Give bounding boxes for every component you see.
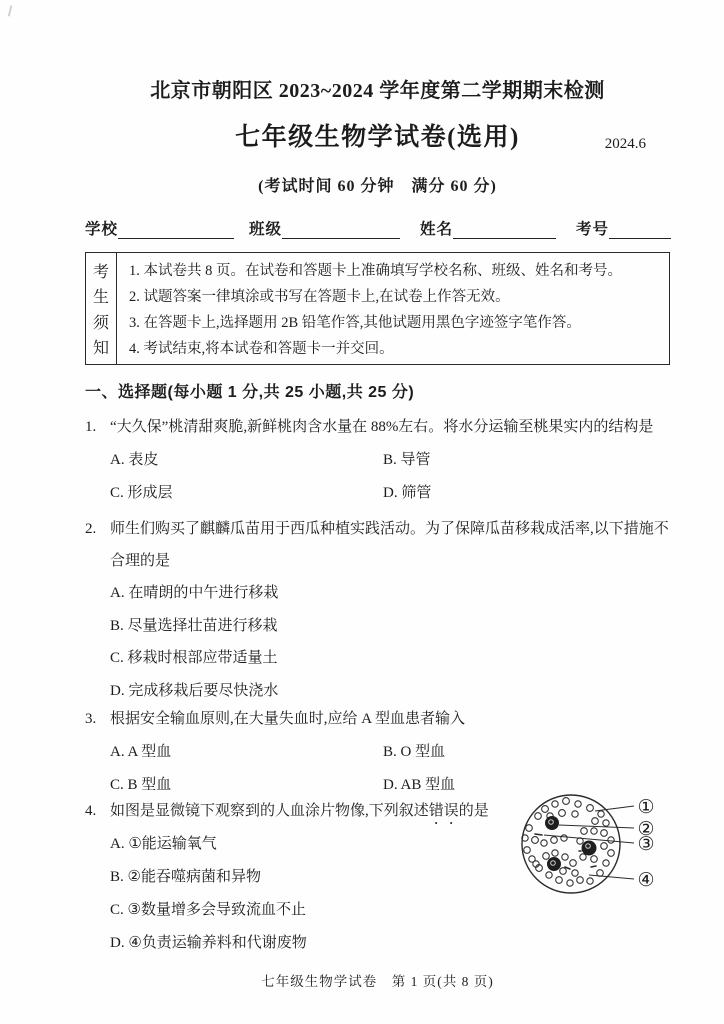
notice-items: [117, 253, 669, 364]
exam-date: 2024.6: [604, 136, 646, 152]
question-2: [85, 513, 670, 707]
option-c: C. B 型血: [110, 777, 172, 793]
option-c: C. 形成层: [110, 485, 173, 501]
student-info-row: [85, 215, 670, 239]
figure-label-2: ②: [637, 819, 655, 840]
option-d: D. ④负责运输养料和代谢废物: [110, 935, 307, 951]
notice-side-label: [86, 253, 117, 364]
question-number: 1.: [85, 419, 97, 435]
option-a: A. 表皮: [110, 452, 159, 468]
question-stem-line-1: 师生们购买了麒麟瓜苗用于西瓜种植实践活动。为了保障瓜苗移栽成活率,以下措施不: [110, 521, 669, 537]
school-label: 学校: [85, 221, 119, 238]
question-stem: 根据安全输血原则,在大量失血时,应给 A 型血患者输入: [110, 711, 466, 727]
figure-label-3: ③: [637, 834, 655, 855]
figure-label-1: ①: [637, 797, 655, 818]
name-label: 姓名: [420, 221, 454, 238]
exam-title: 七年级生物学试卷(选用): [235, 124, 520, 151]
notice-side-char: 须: [92, 314, 109, 332]
notice-item: 3. 在答题卡上,选择题用 2B 铅笔作答,其他试题用黑色字迹签字笔作答。: [129, 314, 581, 331]
scan-artifact: [8, 5, 17, 17]
option-c: C. 移栽时根部应带适量土: [110, 650, 278, 666]
question-1: [85, 415, 670, 505]
school-field: [85, 217, 249, 239]
option-d: D. 筛管: [383, 485, 432, 501]
notice-side-char: 生: [92, 289, 109, 307]
option-b: B. 导管: [383, 452, 431, 468]
notice-box: [85, 252, 670, 365]
question-1-options: [110, 448, 670, 505]
figure-label-4: ④: [637, 870, 655, 891]
option-d: D. AB 型血: [383, 777, 456, 793]
question-stem-line-2: 合理的是: [110, 553, 171, 569]
page-footer: 七年级生物学试卷 第 1 页(共 8 页): [261, 974, 494, 989]
notice-item: 2. 试题答案一律填涂或书写在答题卡上,在试卷上作答无效。: [129, 289, 510, 306]
school-blank-line: [118, 220, 234, 239]
option-b: B. ②能吞噬病菌和异物: [110, 869, 261, 885]
exam-header-title: 北京市朝阳区 2023~2024 学年度第二学期期末检测: [150, 80, 605, 102]
notice-item: 4. 考试结束,将本试卷和答题卡一并交回。: [129, 340, 394, 357]
question-number: 3.: [85, 711, 97, 727]
exam-number-field: [576, 217, 671, 239]
option-d: D. 完成移栽后要尽快浇水: [110, 682, 279, 699]
question-2-options: [110, 577, 670, 707]
option-c: C. ③数量增多会导致流血不止: [110, 902, 306, 918]
blood-smear-figure: [505, 787, 715, 927]
name-field: [420, 217, 576, 239]
exam-meta: (考试时间 60 分钟 满分 60 分): [258, 178, 497, 195]
notice-item: 1. 本试卷共 8 页。在试卷和答题卡上准确填写学校名称、班级、姓名和考号。: [129, 263, 622, 280]
section-title: 一、选择题(每小题 1 分,共 25 小题,共 25 分): [85, 384, 415, 401]
exam-title-row: [85, 120, 670, 156]
class-field: [249, 217, 420, 239]
option-a: A. 在晴朗的中午进行移栽: [110, 585, 279, 601]
option-b: B. O 型血: [383, 744, 446, 760]
exam-number-blank-line: [609, 220, 671, 239]
question-3: [85, 707, 670, 797]
exam-number-label: 考号: [576, 221, 610, 238]
question-stem: 如图是显微镜下观察到的人血涂片物像,下列叙述错误的是: [110, 803, 489, 819]
option-a: A. ①能运输氧气: [110, 836, 217, 852]
option-a: A. A 型血: [110, 744, 172, 760]
notice-side-char: 知: [92, 339, 109, 357]
name-blank-line: [453, 220, 556, 239]
question-4: [85, 799, 670, 960]
question-number: 4.: [85, 803, 97, 819]
notice-side-char: 考: [92, 264, 109, 282]
emphasized-word: 错误: [428, 803, 459, 819]
question-stem: “大久保”桃清甜爽脆,新鲜桃肉含水量在 88%左右。将水分运输至桃果实内的结构是: [110, 419, 654, 435]
question-number: 2.: [85, 521, 97, 537]
option-b: B. 尽量选择壮苗进行移栽: [110, 617, 278, 634]
class-blank-line: [282, 220, 400, 239]
class-label: 班级: [249, 221, 283, 238]
